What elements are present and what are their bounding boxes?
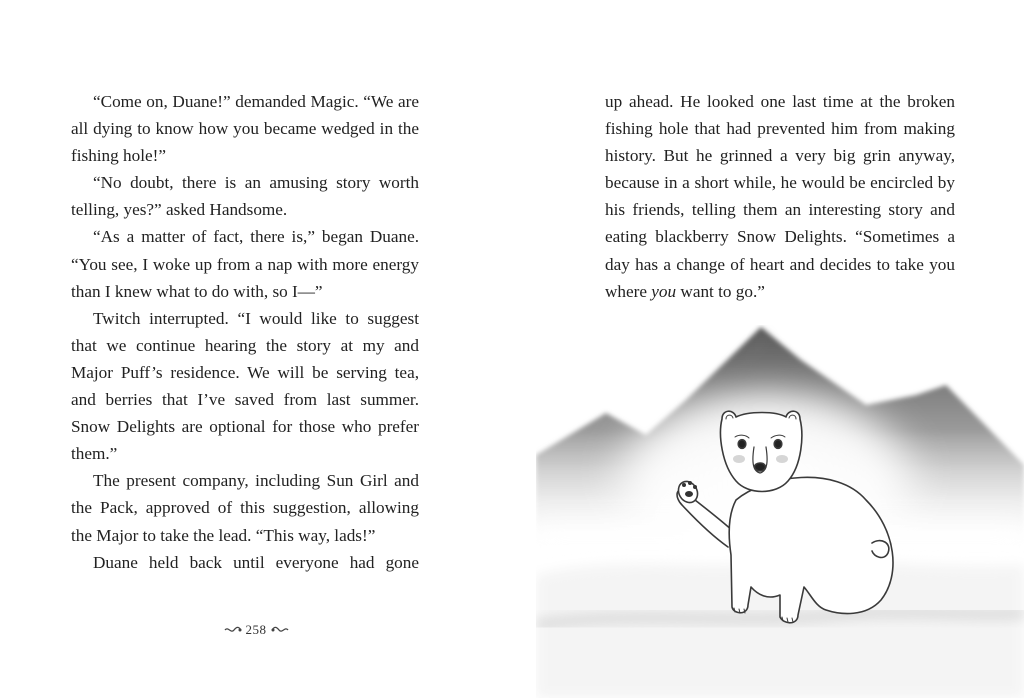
left-text-column	[71, 88, 419, 576]
right-text-column	[605, 88, 955, 305]
paragraph-text: up ahead. He looked one last time at the broken fishing hole that had prevented him from making history. But he grinned a very big grin anyway, because in a short while, he would be encircled by his friends, telling them an interesting story and eating blackberry Snow Delights. “Sometimes a day has a change of heart and decides to take you where	[605, 92, 955, 301]
polar-bear-illustration	[536, 325, 1024, 698]
paragraph: “No doubt, there is an amusing story worth telling, yes?” asked Handsome.	[71, 173, 419, 220]
paragraph-text-end: want to go.”	[676, 281, 765, 301]
paragraph	[605, 88, 955, 305]
ornament-left-icon	[224, 625, 242, 637]
right-page	[512, 0, 1024, 698]
paragraph: The present company, including Sun Girl and the Pack, approved of this suggestion, allowing the Major to take the lead. “This way, lads!”	[71, 471, 419, 545]
paragraph: “Come on, Duane!” demanded Magic. “We are all dying to know how you became wedged in the fishing hole!”	[71, 92, 419, 166]
paragraph: Twitch interrupted. “I would like to suggest that we continue hearing the story at my and Major Puff’s residence. We will be serving tea, and berries that I’ve saved from last summer. Snow Delights are optional for those who prefer them.”	[71, 308, 419, 464]
page-number: 258	[245, 622, 267, 637]
paragraph: “As a matter of fact, there is,” began Duane. “You see, I woke up from a nap with more energy than I knew what to do with, so I—”	[71, 227, 419, 301]
ornament-right-icon	[271, 625, 289, 637]
emphasis-text: you	[651, 281, 677, 301]
page-number-footer	[0, 622, 512, 638]
paragraph: Duane held back until everyone had gone	[93, 552, 419, 572]
